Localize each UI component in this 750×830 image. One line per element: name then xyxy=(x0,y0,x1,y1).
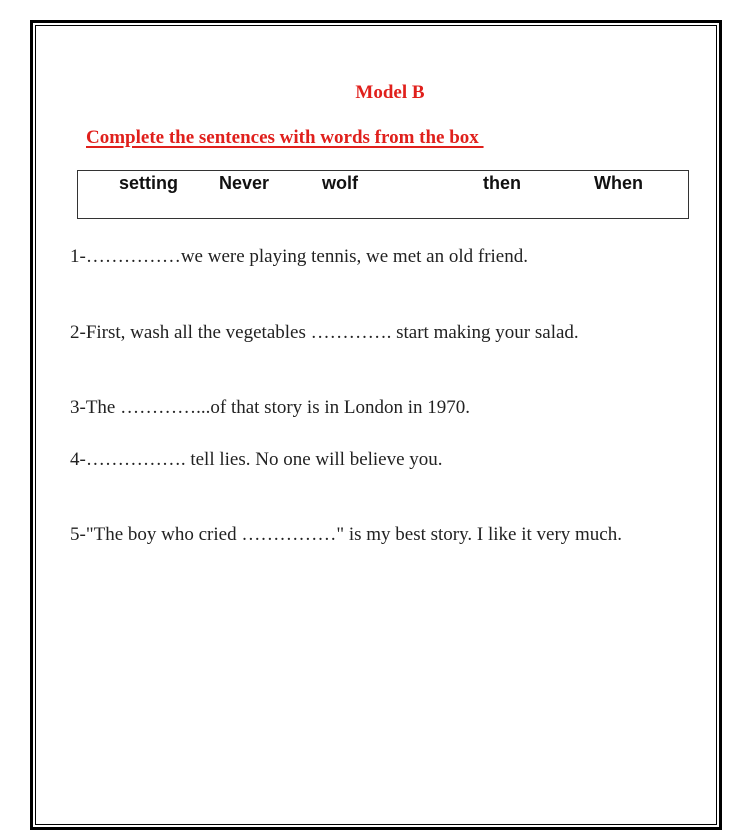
sentence-1: 1-……………we were playing tennis, we met an old friend. xyxy=(70,246,528,267)
word-box-item: wolf xyxy=(322,173,358,193)
word-box-item: When xyxy=(594,173,643,193)
word-box-item: Never xyxy=(219,173,270,193)
instruction-heading: Complete the sentences with words from the box xyxy=(86,127,484,148)
sentence-4: 4-……………. tell lies. No one will believe you. xyxy=(70,449,443,470)
word-box-item: setting xyxy=(119,173,179,193)
sentence-2: 2-First, wash all the vegetables …………. start making your salad. xyxy=(70,322,579,343)
sentence-3: 3-The …………...of that story is in London in 1970. xyxy=(70,397,471,418)
word-box-item: then xyxy=(483,173,521,193)
worksheet-title: Model B xyxy=(355,82,425,103)
sentence-5: 5-"The boy who cried ……………" is my best story. I like it very much. xyxy=(70,524,622,545)
